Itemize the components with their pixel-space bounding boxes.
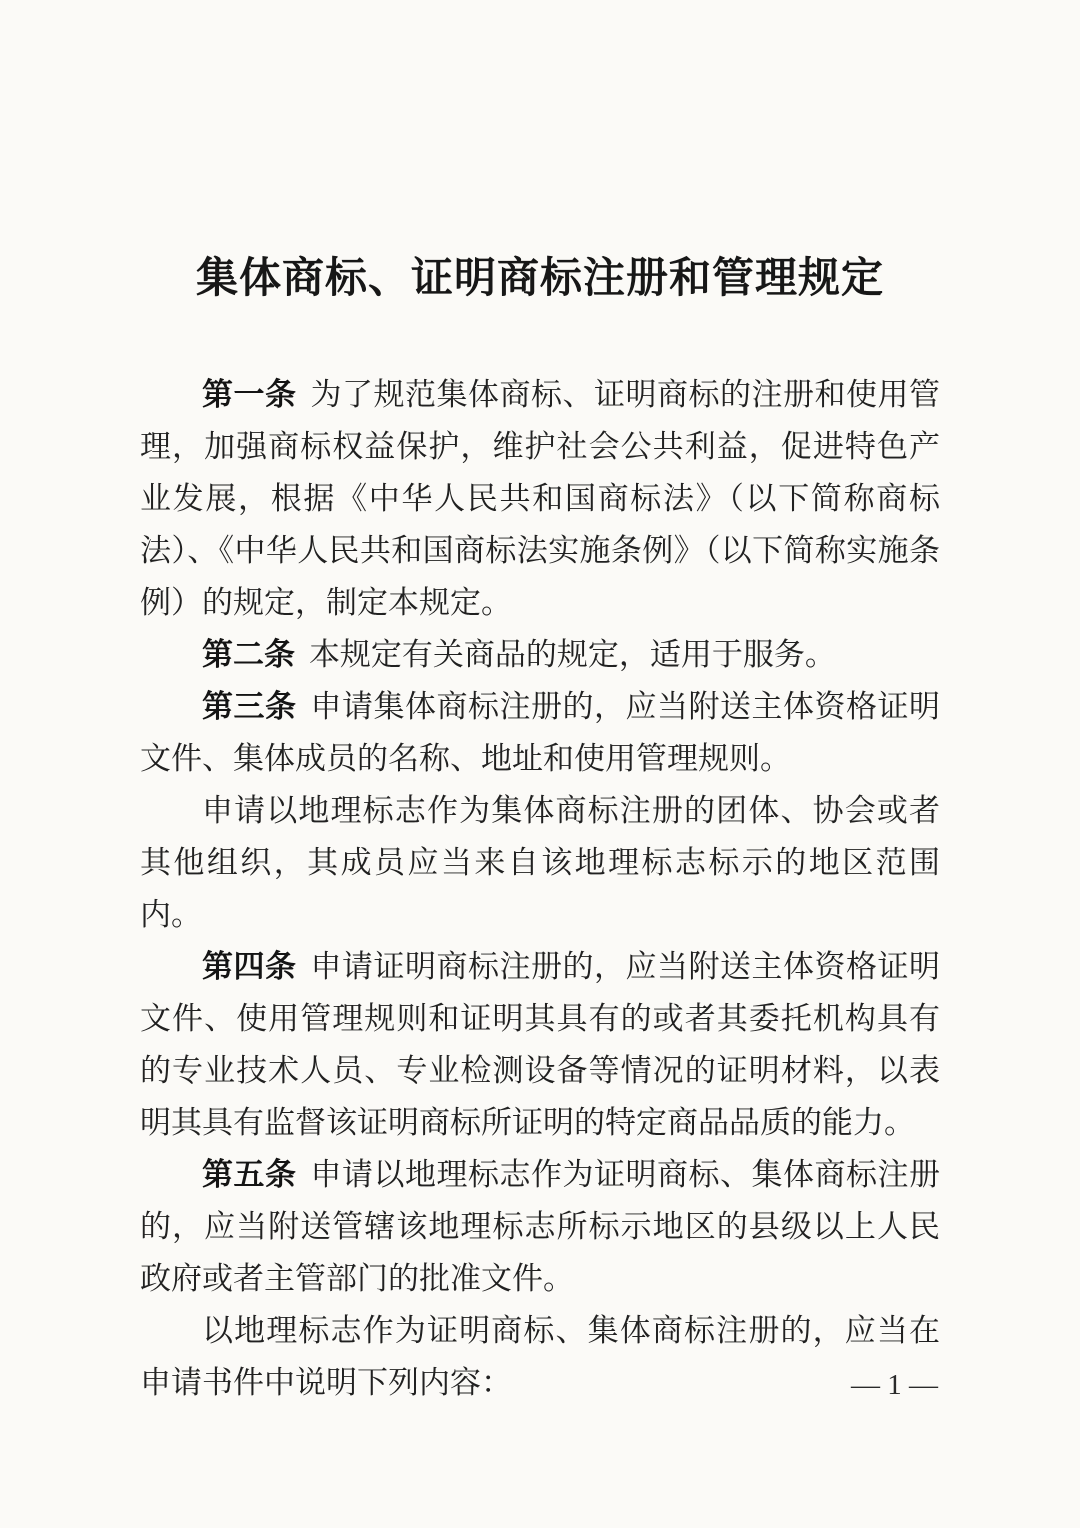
article-1-text: 为了规范集体商标、证明商标的注册和使用管理，加强商标权益保护，维护社会公共利益，促进特色产业发展，根据《中华人民共和国商标法》（以下简称商标法）、《中华人民共和国商标法实施条例》（以下简称实施条例）的规定，制定本规定。: [140, 377, 941, 621]
paragraph-article-4: [140, 941, 940, 1149]
paragraph-article-3-continuation: [140, 785, 940, 941]
page-footer: [140, 1368, 938, 1402]
paragraph-article-2: [140, 629, 940, 681]
article-4-text: 申请证明商标注册的，应当附送主体资格证明文件、使用管理规则和证明其具有的或者其委托机构具有的专业技术人员、专业检测设备等情况的证明材料，以表明其具有监督该证明商标所证明的特定商品品质的能力。: [140, 949, 941, 1141]
paragraph-article-1: [140, 369, 940, 629]
paragraph-article-3: [140, 681, 940, 785]
article-1-label: 第一条: [202, 377, 297, 413]
page-number: — 1 —: [851, 1369, 938, 1401]
article-4-label: 第四条: [202, 949, 297, 985]
paragraph-article-5: [140, 1149, 940, 1305]
document-body: [140, 369, 940, 1409]
article-5b-text: 以地理标志作为证明商标、集体商标注册的，应当在申请书件中说明下列内容：: [140, 1313, 940, 1401]
article-3b-text: 申请以地理标志作为集体商标注册的团体、协会或者其他组织，其成员应当来自该地理标志标示的地区范围内。: [140, 793, 940, 933]
article-3-text: 申请集体商标注册的，应当附送主体资格证明文件、集体成员的名称、地址和使用管理规则。: [140, 689, 941, 777]
article-3-label: 第三条: [202, 689, 297, 725]
document-title: 集体商标、证明商标注册和管理规定: [195, 256, 884, 302]
article-5-label: 第五条: [202, 1157, 297, 1193]
article-5-text: 申请以地理标志作为证明商标、集体商标注册的，应当附送管辖该地理标志所标示地区的县级以上人民政府或者主管部门的批准文件。: [140, 1157, 941, 1297]
article-2-label: 第二条: [202, 637, 295, 673]
article-2-text: 本规定有关商品的规定，适用于服务。: [308, 637, 836, 673]
